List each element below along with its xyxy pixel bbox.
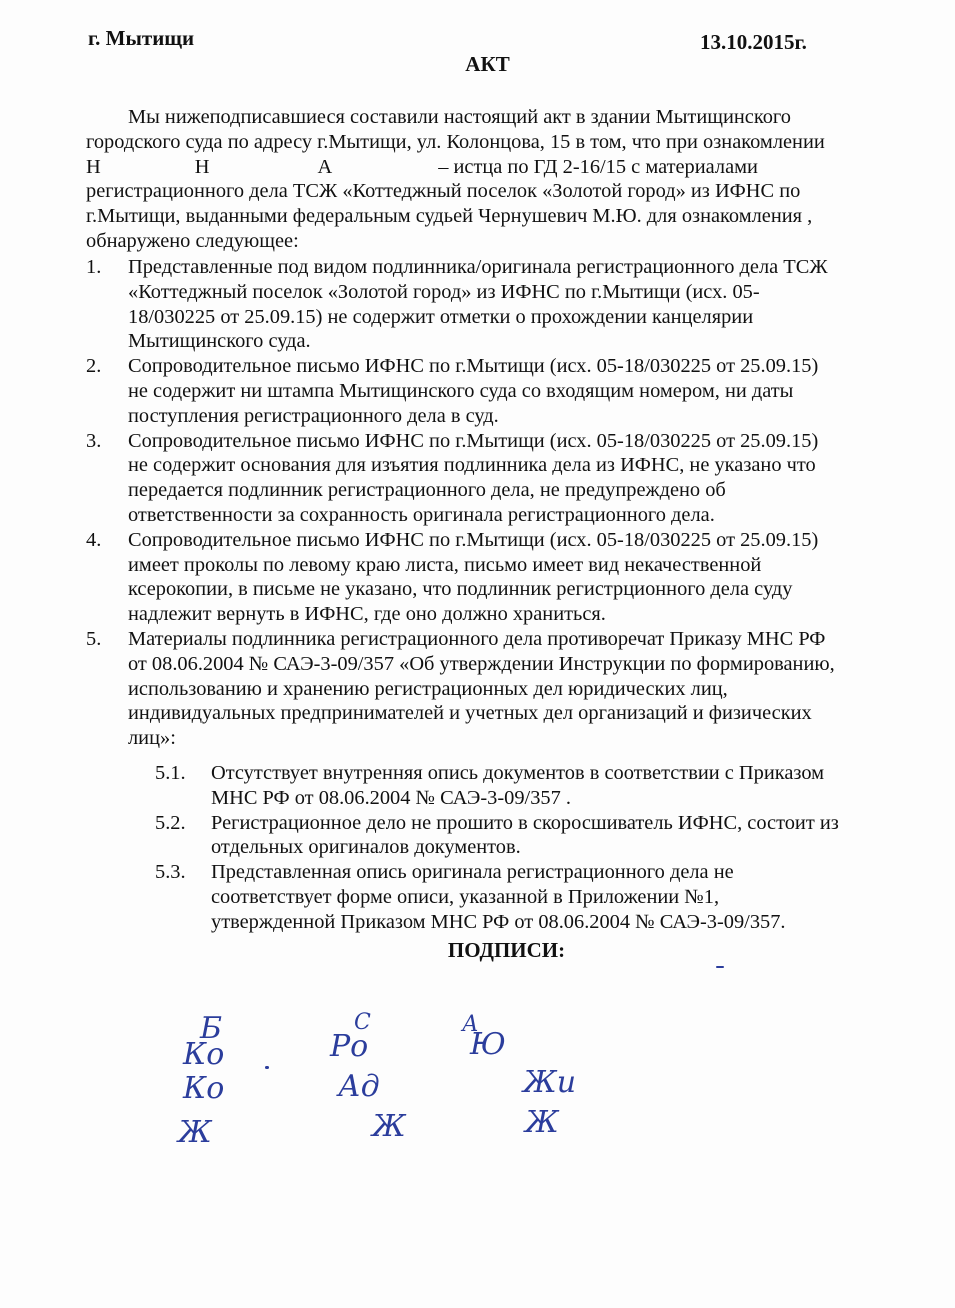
redacted-name-initial: А [317, 155, 333, 178]
item-line: не содержит основания для изъятия подлинника дела из ИФНС, не указано что [128, 454, 816, 477]
item-line: индивидуальных предпринимателей и учетных дел организаций и физических [128, 702, 812, 725]
item-number: 5. [86, 627, 102, 650]
document-title: АКТ [465, 52, 510, 76]
ink-dash [716, 966, 724, 968]
item-line: Регистрационное дело не прошито в скоросшиватель ИФНС, состоит из [211, 811, 839, 834]
handwritten-signature: Б [200, 1011, 223, 1046]
item-line: Представленные под видом подлинника/оригинала регистрационного дела ТСЖ [128, 256, 828, 278]
item-line: не содержит ни штампа Мытищинского суда со входящим номером, ни даты [128, 379, 794, 402]
intro-line: обнаружено следующее: [86, 229, 299, 252]
handwritten-signature: Ад [338, 1069, 380, 1104]
item-line: поступления регистрационного дела в суд. [128, 404, 499, 427]
handwritten-signature: Ро [330, 1029, 369, 1064]
intro-line-names [86, 155, 886, 180]
item-line: передается подлинник регистрационного дела, не предупреждено об [128, 479, 726, 502]
item-number: 4. [86, 528, 102, 551]
list-item [155, 860, 895, 934]
intro-line: городского суда по адресу г.Мытищи, ул. Колонцова, 15 в том, что при ознакомлении [86, 130, 825, 153]
handwritten-signature: Ж [525, 1105, 559, 1140]
item-line: Сопроводительное письмо ИФНС по г.Мытищи (исх. 05-18/030225 от 25.09.15) [128, 528, 819, 551]
redacted-name-initial: Н [194, 155, 210, 178]
handwritten-signature: Ж [372, 1109, 406, 1144]
handwritten-signature: Ю [470, 1027, 506, 1062]
list-item [155, 761, 895, 811]
findings-list [86, 255, 891, 751]
header-date: 13.10.2015г. [700, 30, 807, 54]
list-item [86, 528, 891, 627]
intro-line: Мы нижеподписавшиеся составили настоящий акт в здании Мытищинского [128, 106, 791, 128]
handwritten-signature: Ко [183, 1037, 225, 1072]
item-line: ответственности за сохранность оригинала регистрационного дела. [128, 503, 715, 526]
item-number: 5.3. [155, 861, 186, 884]
item-line: Материалы подлинника регистрационного дела противоречат Приказу МНС РФ [128, 627, 826, 650]
list-item [86, 627, 891, 751]
item-number: 1. [86, 256, 102, 278]
item-line: от 08.06.2004 № САЭ-3-09/357 «Об утверждении Инструкции по формированию, [128, 652, 835, 675]
list-item [86, 255, 891, 354]
item-line: соответствует форме описи, указанной в Приложении №1, [211, 885, 720, 908]
item-line: 18/030225 от 25.09.15) не содержит отметки о прохождении канцелярии [128, 305, 754, 328]
intro-line: регистрационного дела ТСЖ «Коттеджный поселок «Золотой город» из ИФНС по [86, 180, 801, 203]
item-line: МНС РФ от 08.06.2004 № САЭ-3-09/357 . [211, 786, 571, 809]
item-number: 2. [86, 355, 102, 378]
item-number: 5.2. [155, 811, 186, 834]
item-line: Представленная опись оригинала регистрационного дела не [211, 861, 734, 884]
item-line: Сопроводительное письмо ИФНС по г.Мытищи (исх. 05-18/030225 от 25.09.15) [128, 355, 819, 378]
intro-line: – истца по ГД 2-16/15 с материалами [438, 155, 758, 178]
item-number: 3. [86, 429, 102, 452]
redacted-name-initial: Н [86, 155, 101, 178]
item-line: Мытищинского суда. [128, 330, 311, 353]
item-line: ксерокопии, в письме не указано, что подлинник регистрционного дела суду [128, 578, 793, 601]
item-line: использованию и хранению регистрационных дел юридических лиц, [128, 677, 728, 700]
handwritten-signature: Жи [523, 1065, 577, 1100]
intro-paragraph [86, 105, 886, 254]
signatures-title: ПОДПИСИ: [447, 938, 566, 962]
subitems-list [155, 761, 895, 935]
item-line: имеет проколы по левому краю листа, письмо имеет вид некачественной [128, 553, 762, 576]
list-item [86, 429, 891, 528]
intro-line: г.Мытищи, выданными федеральным судьей Чернушевич М.Ю. для ознакомления , [86, 205, 813, 228]
handwritten-signature: С [354, 1010, 371, 1035]
ink-dot [265, 1066, 269, 1069]
header-city: г. Мытищи [88, 26, 195, 50]
handwritten-signature: Ж [178, 1115, 212, 1150]
item-line: лиц»: [128, 727, 176, 750]
item-line: утвержденной Приказом МНС РФ от 08.06.2004 № САЭ-3-09/357. [211, 910, 786, 933]
handwritten-signature: Ко [183, 1071, 225, 1106]
item-line: «Коттеджный поселок «Золотой город» из ИФНС по г.Мытищи (исх. 05- [128, 280, 760, 303]
item-number: 5.1. [155, 762, 186, 784]
item-line: Сопроводительное письмо ИФНС по г.Мытищи (исх. 05-18/030225 от 25.09.15) [128, 429, 819, 452]
item-line: Отсутствует внутренняя опись документов в соответствии с Приказом [211, 762, 825, 784]
list-item [155, 811, 895, 861]
item-line: отдельных оригиналов документов. [211, 836, 521, 859]
list-item [86, 354, 891, 428]
item-line: надлежит вернуть в ИФНС, где оно должно храниться. [128, 603, 606, 626]
handwritten-signature: А [462, 1012, 479, 1037]
